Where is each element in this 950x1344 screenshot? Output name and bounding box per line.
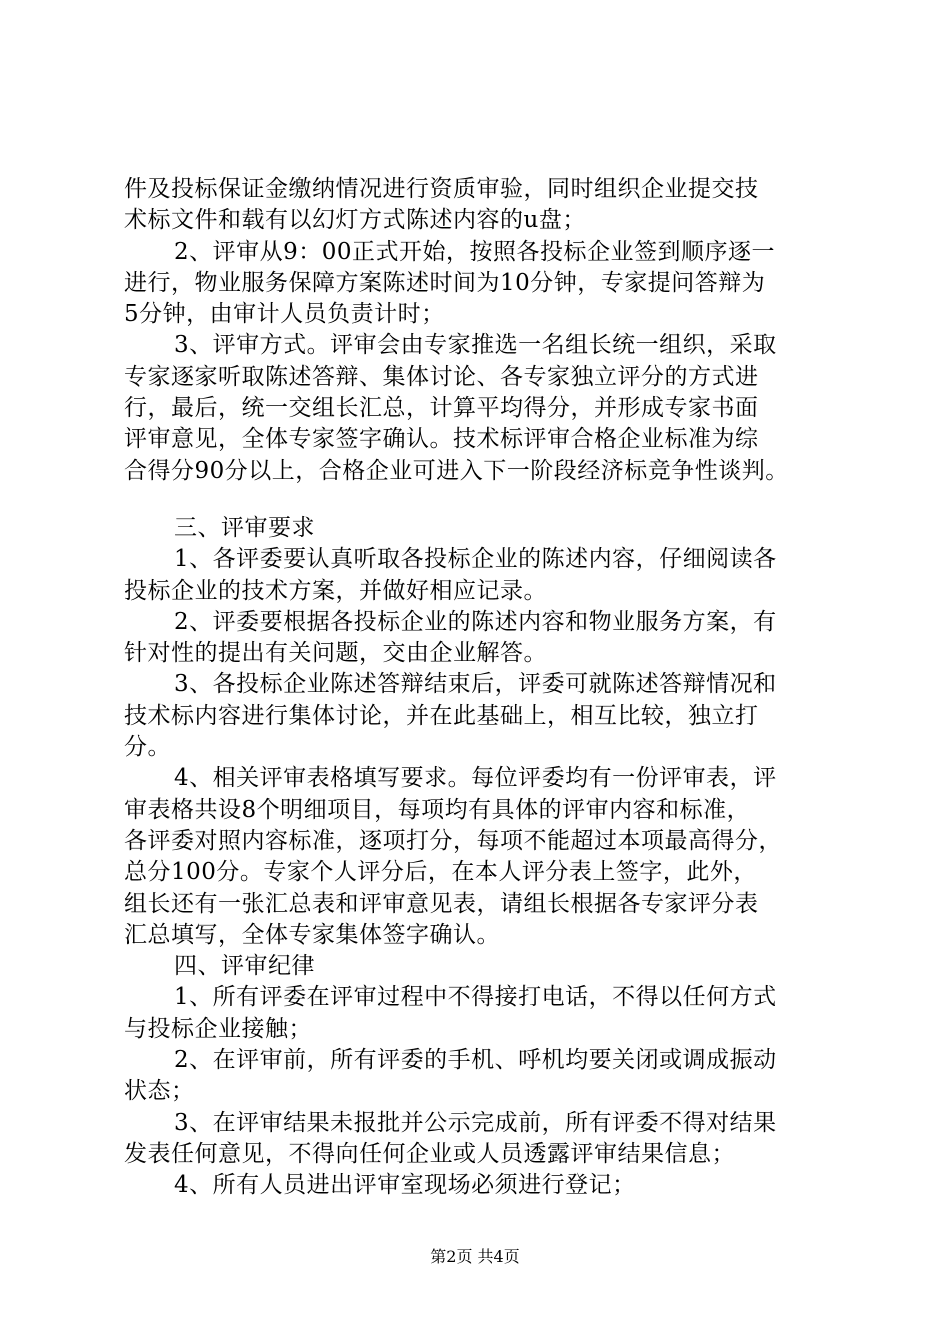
body-line: 总分100分。专家个人评分后，在本人评分表上签字，此外，: [124, 859, 757, 886]
body-line: 组长还有一张汇总表和评审意见表，请组长根据各专家评分表: [124, 890, 759, 917]
body-line: 技术标内容进行集体讨论，并在此基础上，相互比较，独立打: [124, 702, 759, 729]
body-line: 分。: [124, 734, 171, 761]
body-line: 汇总填写，全体专家集体签字确认。: [124, 921, 500, 948]
body-line: 进行，物业服务保障方案陈述时间为10分钟，专家提问答辩为: [124, 269, 766, 296]
body-line: 审表格共设8个明细项目，每项均有具体的评审内容和标准，: [124, 796, 751, 823]
body-line: 合得分90分以上，合格企业可进入下一阶段经济标竞争性谈判。: [124, 457, 789, 484]
body-line: 发表任何意见，不得向任何企业或人员透露评审结果信息；: [124, 1140, 735, 1167]
body-line: 针对性的提出有关问题，交由企业解答。: [124, 640, 547, 667]
body-line: 1、各评委要认真听取各投标企业的陈述内容，仔细阅读各: [174, 546, 777, 573]
body-line: 4、所有人员进出评审室现场必须进行登记；: [174, 1172, 636, 1199]
section-heading: 三、评审要求: [174, 514, 315, 541]
body-line: 状态；: [124, 1078, 195, 1105]
body-line: 4、相关评审表格填写要求。每位评委均有一份评审表，评: [174, 765, 777, 792]
body-line: 3、在评审结果未报批并公示完成前，所有评委不得对结果: [174, 1109, 777, 1136]
body-line: 投标企业的技术方案，并做好相应记录。: [124, 577, 547, 604]
body-line: 2、在评审前，所有评委的手机、呼机均要关闭或调成振动: [174, 1047, 777, 1074]
body-line: 2、评审从9：00正式开始，按照各投标企业签到顺序逐一: [174, 238, 776, 265]
body-line: 行，最后，统一交组长汇总，计算平均得分，并形成专家书面: [124, 395, 759, 422]
body-line: 评审意见，全体专家签字确认。技术标评审合格企业标准为综: [124, 426, 759, 453]
page-footer: 第2页 共4页: [430, 1247, 520, 1266]
section-heading: 四、评审纪律: [174, 953, 315, 980]
body-line: 件及投标保证金缴纳情况进行资质审验，同时组织企业提交技: [124, 176, 759, 202]
document-body: [124, 174, 836, 1202]
body-line: 3、各投标企业陈述答辩结束后，评委可就陈述答辩情况和: [174, 671, 777, 698]
body-line: 各评委对照内容标准，逐项打分，每项不能超过本项最高得分，: [124, 827, 782, 854]
body-line: 5分钟，由审计人员负责计时；: [124, 301, 445, 328]
body-line: 术标文件和载有以幻灯方式陈述内容的u盘；: [124, 207, 586, 234]
body-line: 1、所有评委在评审过程中不得接打电话，不得以任何方式: [174, 984, 777, 1011]
body-line: 与投标企业接触；: [124, 1015, 312, 1042]
body-line: 3、评审方式。评审会由专家推选一名组长统一组织，采取: [174, 332, 777, 359]
body-line: 专家逐家听取陈述答辩、集体讨论、各专家独立评分的方式进: [124, 363, 759, 390]
paragraph-gap: [124, 487, 836, 513]
body-line: 2、评委要根据各投标企业的陈述内容和物业服务方案，有: [174, 608, 777, 635]
